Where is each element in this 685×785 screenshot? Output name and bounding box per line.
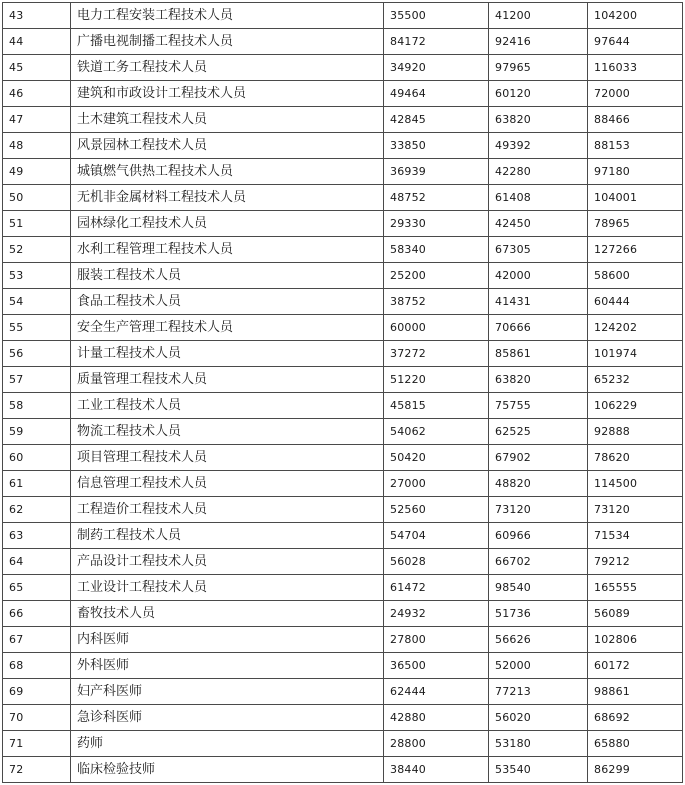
value-col-1-cell: 58340 — [384, 237, 489, 263]
row-number-cell: 67 — [3, 627, 71, 653]
row-number-cell: 63 — [3, 523, 71, 549]
value-col-1-cell: 37272 — [384, 341, 489, 367]
row-number-cell: 56 — [3, 341, 71, 367]
value-col-3-cell: 106229 — [588, 393, 683, 419]
value-col-2-cell: 98540 — [489, 575, 588, 601]
occupation-name-cell: 制药工程技术人员 — [71, 523, 384, 549]
occupation-name-cell: 项目管理工程技术人员 — [71, 445, 384, 471]
value-col-3-cell: 165555 — [588, 575, 683, 601]
value-col-3-cell: 97180 — [588, 159, 683, 185]
value-col-3-cell: 104001 — [588, 185, 683, 211]
table-row — [3, 627, 683, 653]
value-col-3-cell: 116033 — [588, 55, 683, 81]
value-col-1-cell: 29330 — [384, 211, 489, 237]
occupation-name-cell: 风景园林工程技术人员 — [71, 133, 384, 159]
value-col-1-cell: 36939 — [384, 159, 489, 185]
table-row — [3, 367, 683, 393]
occupation-name-cell: 产品设计工程技术人员 — [71, 549, 384, 575]
table-row — [3, 211, 683, 237]
value-col-2-cell: 42450 — [489, 211, 588, 237]
row-number-cell: 47 — [3, 107, 71, 133]
occupation-name-cell: 妇产科医师 — [71, 679, 384, 705]
value-col-3-cell: 56089 — [588, 601, 683, 627]
row-number-cell: 45 — [3, 55, 71, 81]
occupation-name-cell: 铁道工务工程技术人员 — [71, 55, 384, 81]
value-col-1-cell: 62444 — [384, 679, 489, 705]
value-col-1-cell: 35500 — [384, 3, 489, 29]
value-col-1-cell: 51220 — [384, 367, 489, 393]
value-col-2-cell: 85861 — [489, 341, 588, 367]
value-col-3-cell: 102806 — [588, 627, 683, 653]
table-row — [3, 81, 683, 107]
salary-table — [2, 2, 683, 783]
table-row — [3, 523, 683, 549]
value-col-1-cell: 42845 — [384, 107, 489, 133]
value-col-3-cell: 65880 — [588, 731, 683, 757]
value-col-1-cell: 61472 — [384, 575, 489, 601]
row-number-cell: 60 — [3, 445, 71, 471]
occupation-name-cell: 畜牧技术人员 — [71, 601, 384, 627]
value-col-2-cell: 51736 — [489, 601, 588, 627]
occupation-name-cell: 质量管理工程技术人员 — [71, 367, 384, 393]
row-number-cell: 61 — [3, 471, 71, 497]
row-number-cell: 50 — [3, 185, 71, 211]
value-col-3-cell: 98861 — [588, 679, 683, 705]
value-col-1-cell: 52560 — [384, 497, 489, 523]
value-col-2-cell: 60966 — [489, 523, 588, 549]
occupation-name-cell: 食品工程技术人员 — [71, 289, 384, 315]
value-col-2-cell: 56626 — [489, 627, 588, 653]
table-row — [3, 289, 683, 315]
value-col-1-cell: 33850 — [384, 133, 489, 159]
occupation-name-cell: 电力工程安装工程技术人员 — [71, 3, 384, 29]
value-col-1-cell: 36500 — [384, 653, 489, 679]
value-col-3-cell: 101974 — [588, 341, 683, 367]
row-number-cell: 71 — [3, 731, 71, 757]
table-row — [3, 263, 683, 289]
value-col-2-cell: 67305 — [489, 237, 588, 263]
value-col-2-cell: 67902 — [489, 445, 588, 471]
value-col-3-cell: 124202 — [588, 315, 683, 341]
value-col-3-cell: 58600 — [588, 263, 683, 289]
occupation-name-cell: 城镇燃气供热工程技术人员 — [71, 159, 384, 185]
occupation-name-cell: 无机非金属材料工程技术人员 — [71, 185, 384, 211]
occupation-name-cell: 内科医师 — [71, 627, 384, 653]
occupation-name-cell: 水利工程管理工程技术人员 — [71, 237, 384, 263]
row-number-cell: 65 — [3, 575, 71, 601]
table-row — [3, 731, 683, 757]
value-col-3-cell: 92888 — [588, 419, 683, 445]
row-number-cell: 54 — [3, 289, 71, 315]
table-row — [3, 653, 683, 679]
value-col-3-cell: 68692 — [588, 705, 683, 731]
table-row — [3, 419, 683, 445]
table-row — [3, 679, 683, 705]
value-col-1-cell: 27800 — [384, 627, 489, 653]
value-col-1-cell: 56028 — [384, 549, 489, 575]
table-row — [3, 445, 683, 471]
row-number-cell: 53 — [3, 263, 71, 289]
row-number-cell: 68 — [3, 653, 71, 679]
value-col-3-cell: 104200 — [588, 3, 683, 29]
value-col-1-cell: 25200 — [384, 263, 489, 289]
table-row — [3, 471, 683, 497]
value-col-3-cell: 73120 — [588, 497, 683, 523]
value-col-1-cell: 34920 — [384, 55, 489, 81]
occupation-name-cell: 外科医师 — [71, 653, 384, 679]
value-col-2-cell: 42280 — [489, 159, 588, 185]
table-row — [3, 133, 683, 159]
value-col-2-cell: 75755 — [489, 393, 588, 419]
value-col-3-cell: 79212 — [588, 549, 683, 575]
row-number-cell: 57 — [3, 367, 71, 393]
value-col-1-cell: 54704 — [384, 523, 489, 549]
row-number-cell: 55 — [3, 315, 71, 341]
salary-table-container — [2, 2, 682, 783]
row-number-cell: 69 — [3, 679, 71, 705]
occupation-name-cell: 建筑和市政设计工程技术人员 — [71, 81, 384, 107]
row-number-cell: 52 — [3, 237, 71, 263]
value-col-2-cell: 63820 — [489, 107, 588, 133]
value-col-1-cell: 50420 — [384, 445, 489, 471]
value-col-2-cell: 49392 — [489, 133, 588, 159]
value-col-2-cell: 66702 — [489, 549, 588, 575]
value-col-2-cell: 61408 — [489, 185, 588, 211]
value-col-1-cell: 54062 — [384, 419, 489, 445]
occupation-name-cell: 工程造价工程技术人员 — [71, 497, 384, 523]
table-body — [3, 3, 683, 783]
value-col-3-cell: 88153 — [588, 133, 683, 159]
row-number-cell: 66 — [3, 601, 71, 627]
value-col-2-cell: 53180 — [489, 731, 588, 757]
table-row — [3, 107, 683, 133]
occupation-name-cell: 土木建筑工程技术人员 — [71, 107, 384, 133]
table-row — [3, 601, 683, 627]
occupation-name-cell: 物流工程技术人员 — [71, 419, 384, 445]
occupation-name-cell: 信息管理工程技术人员 — [71, 471, 384, 497]
value-col-3-cell: 65232 — [588, 367, 683, 393]
row-number-cell: 70 — [3, 705, 71, 731]
row-number-cell: 62 — [3, 497, 71, 523]
value-col-1-cell: 48752 — [384, 185, 489, 211]
value-col-1-cell: 84172 — [384, 29, 489, 55]
row-number-cell: 46 — [3, 81, 71, 107]
value-col-2-cell: 41431 — [489, 289, 588, 315]
occupation-name-cell: 广播电视制播工程技术人员 — [71, 29, 384, 55]
value-col-3-cell: 60444 — [588, 289, 683, 315]
value-col-2-cell: 41200 — [489, 3, 588, 29]
occupation-name-cell: 工业工程技术人员 — [71, 393, 384, 419]
value-col-1-cell: 38440 — [384, 757, 489, 783]
table-row — [3, 237, 683, 263]
value-col-3-cell: 127266 — [588, 237, 683, 263]
value-col-2-cell: 53540 — [489, 757, 588, 783]
value-col-3-cell: 88466 — [588, 107, 683, 133]
row-number-cell: 58 — [3, 393, 71, 419]
table-row — [3, 341, 683, 367]
value-col-2-cell: 42000 — [489, 263, 588, 289]
value-col-1-cell: 24932 — [384, 601, 489, 627]
value-col-2-cell: 48820 — [489, 471, 588, 497]
value-col-2-cell: 92416 — [489, 29, 588, 55]
row-number-cell: 43 — [3, 3, 71, 29]
value-col-2-cell: 73120 — [489, 497, 588, 523]
row-number-cell: 59 — [3, 419, 71, 445]
value-col-2-cell: 63820 — [489, 367, 588, 393]
row-number-cell: 51 — [3, 211, 71, 237]
value-col-3-cell: 71534 — [588, 523, 683, 549]
value-col-3-cell: 78965 — [588, 211, 683, 237]
row-number-cell: 64 — [3, 549, 71, 575]
table-row — [3, 497, 683, 523]
value-col-3-cell: 86299 — [588, 757, 683, 783]
table-row — [3, 159, 683, 185]
value-col-2-cell: 60120 — [489, 81, 588, 107]
occupation-name-cell: 临床检验技师 — [71, 757, 384, 783]
value-col-3-cell: 60172 — [588, 653, 683, 679]
row-number-cell: 49 — [3, 159, 71, 185]
occupation-name-cell: 服装工程技术人员 — [71, 263, 384, 289]
value-col-3-cell: 97644 — [588, 29, 683, 55]
table-row — [3, 575, 683, 601]
value-col-2-cell: 56020 — [489, 705, 588, 731]
value-col-2-cell: 62525 — [489, 419, 588, 445]
table-row — [3, 549, 683, 575]
table-row — [3, 315, 683, 341]
occupation-name-cell: 急诊科医师 — [71, 705, 384, 731]
value-col-3-cell: 114500 — [588, 471, 683, 497]
table-row — [3, 29, 683, 55]
row-number-cell: 48 — [3, 133, 71, 159]
value-col-1-cell: 49464 — [384, 81, 489, 107]
occupation-name-cell: 园林绿化工程技术人员 — [71, 211, 384, 237]
value-col-1-cell: 28800 — [384, 731, 489, 757]
value-col-2-cell: 77213 — [489, 679, 588, 705]
occupation-name-cell: 计量工程技术人员 — [71, 341, 384, 367]
table-row — [3, 757, 683, 783]
table-row — [3, 705, 683, 731]
occupation-name-cell: 药师 — [71, 731, 384, 757]
row-number-cell: 72 — [3, 757, 71, 783]
occupation-name-cell: 工业设计工程技术人员 — [71, 575, 384, 601]
table-row — [3, 185, 683, 211]
value-col-1-cell: 45815 — [384, 393, 489, 419]
table-row — [3, 55, 683, 81]
value-col-3-cell: 72000 — [588, 81, 683, 107]
row-number-cell: 44 — [3, 29, 71, 55]
value-col-1-cell: 38752 — [384, 289, 489, 315]
value-col-1-cell: 27000 — [384, 471, 489, 497]
occupation-name-cell: 安全生产管理工程技术人员 — [71, 315, 384, 341]
value-col-2-cell: 97965 — [489, 55, 588, 81]
value-col-2-cell: 52000 — [489, 653, 588, 679]
value-col-3-cell: 78620 — [588, 445, 683, 471]
table-row — [3, 3, 683, 29]
value-col-1-cell: 42880 — [384, 705, 489, 731]
value-col-1-cell: 60000 — [384, 315, 489, 341]
value-col-2-cell: 70666 — [489, 315, 588, 341]
table-row — [3, 393, 683, 419]
